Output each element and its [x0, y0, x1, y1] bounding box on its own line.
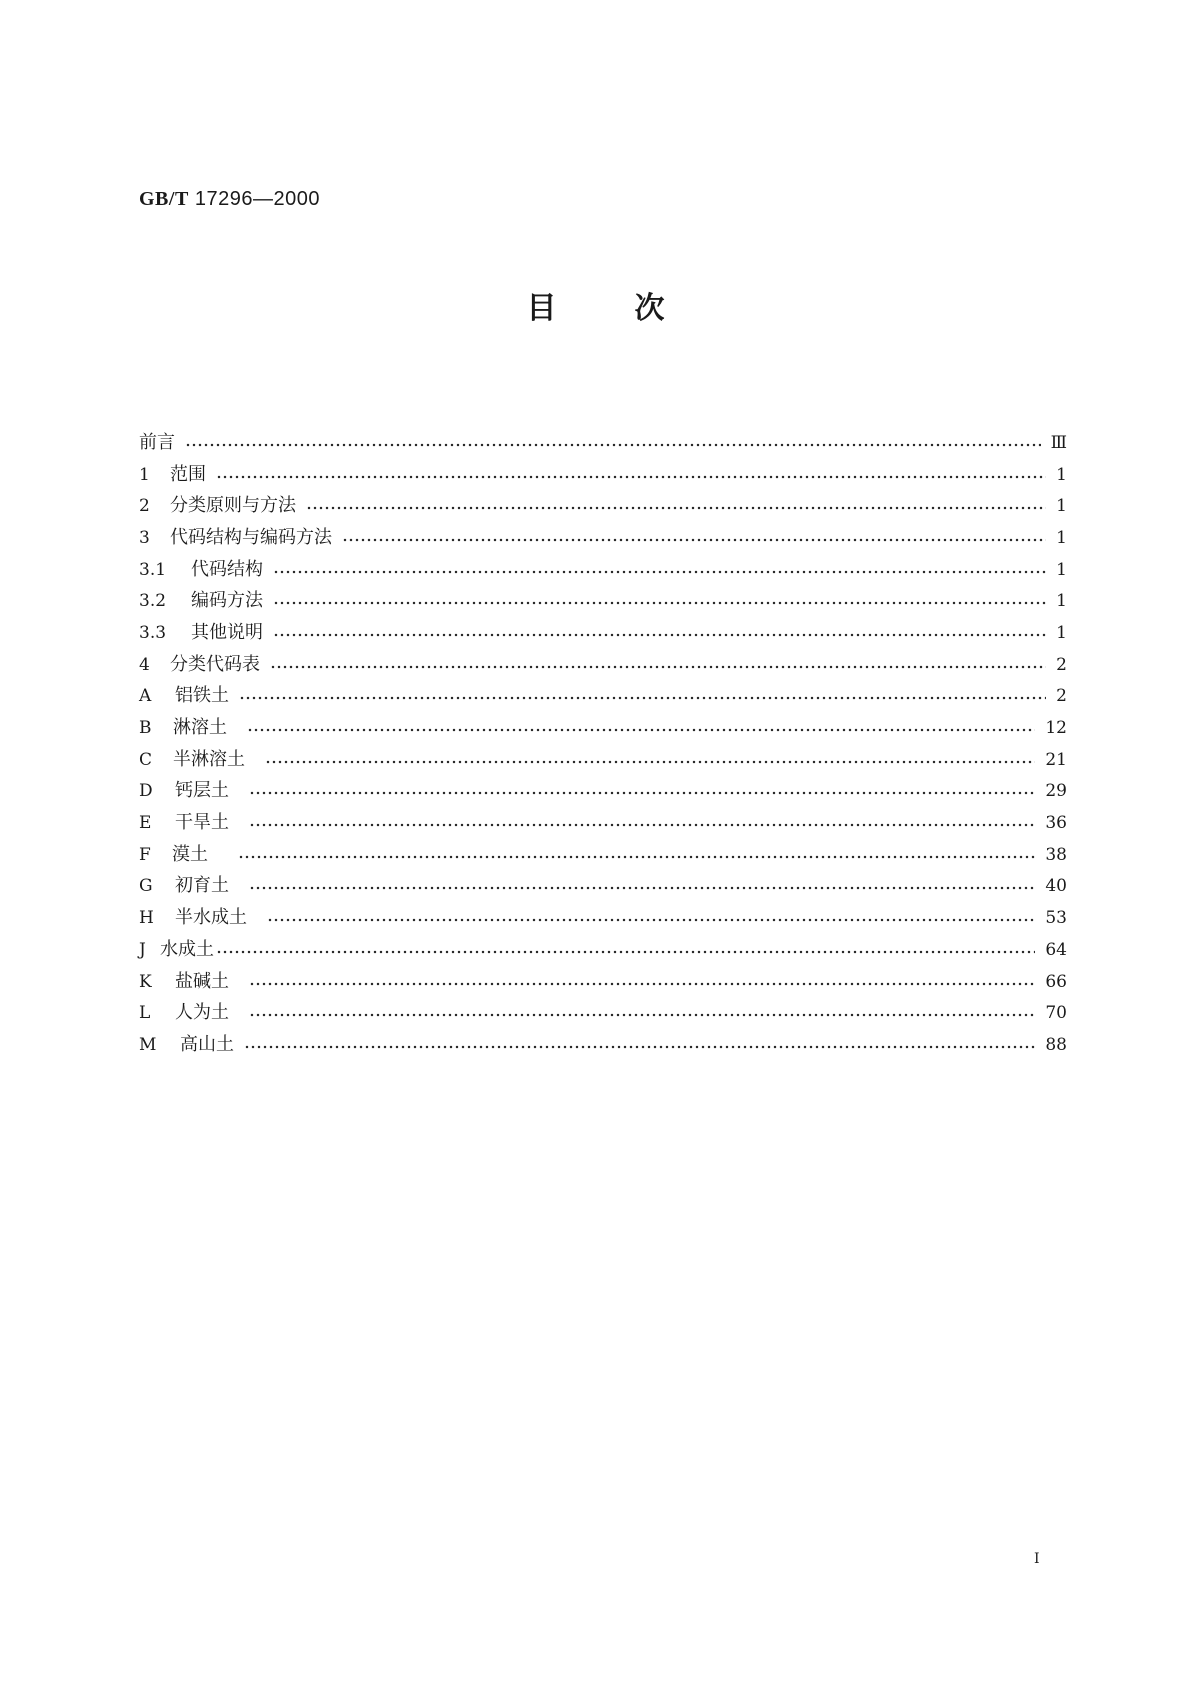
dot-leader	[244, 1045, 1035, 1049]
toc-entry-label: 编码方法	[191, 590, 263, 612]
toc-entry-page: 66	[1045, 971, 1067, 992]
toc-entry-c[interactable]	[139, 744, 1067, 776]
toc-entry-l[interactable]	[139, 997, 1067, 1029]
dot-leader	[249, 1013, 1035, 1017]
toc-entry-label: 代码结构	[191, 558, 263, 580]
toc-entry-page: 1	[1056, 527, 1067, 548]
toc-entry-label: 漠土	[172, 843, 208, 865]
title-char-2: 次	[634, 291, 665, 326]
toc-entry-2[interactable]	[139, 490, 1067, 522]
toc-entry-k[interactable]	[139, 966, 1067, 998]
toc-entry-a[interactable]	[139, 681, 1067, 713]
toc-entry-3-3[interactable]	[139, 617, 1067, 649]
dot-leader	[265, 760, 1035, 764]
toc-entry-d[interactable]	[139, 776, 1067, 808]
toc-entry-number: 3.2	[139, 591, 167, 612]
toc-entry-label: 其他说明	[191, 621, 263, 643]
toc-entry-3-1[interactable]	[139, 554, 1067, 586]
toc-entry-page: 88	[1045, 1034, 1067, 1055]
standard-number	[139, 188, 320, 211]
toc-entry-label: 淋溶土	[173, 717, 227, 739]
dot-leader	[247, 728, 1035, 732]
toc-entry-label: 分类代码表	[170, 653, 260, 675]
toc-entry-label: 高山土	[180, 1033, 234, 1055]
toc-entry-3[interactable]	[139, 522, 1067, 554]
toc-entry-number: 2	[139, 496, 150, 517]
toc-entry-number: 3.1	[139, 559, 167, 580]
dot-leader	[273, 601, 1046, 605]
dot-leader	[239, 696, 1046, 700]
toc-entry-page: 29	[1045, 781, 1067, 802]
toc-entry-number: F	[139, 844, 151, 865]
toc-entry-number: 3	[139, 527, 150, 548]
toc-entry-page: 12	[1045, 718, 1067, 739]
toc-entry-label: 人为土	[175, 1002, 229, 1024]
dot-leader	[238, 855, 1035, 859]
toc-entry-g[interactable]	[139, 871, 1067, 903]
toc-entry-page: 53	[1045, 908, 1067, 929]
toc-entry-j[interactable]	[139, 934, 1067, 966]
toc-entry-page: 36	[1045, 813, 1067, 834]
toc-entry-1[interactable]	[139, 459, 1067, 491]
toc-entry-page: 64	[1045, 939, 1067, 960]
dot-leader	[249, 791, 1035, 795]
toc-entry-number: K	[139, 971, 152, 992]
toc-entry-label: 干旱土	[175, 812, 229, 834]
dot-leader	[273, 633, 1046, 637]
dot-leader	[267, 918, 1035, 922]
toc-entry-number: A	[139, 686, 152, 707]
toc-entry-page: 38	[1045, 844, 1067, 865]
standard-code: 17296—2000	[194, 188, 320, 210]
toc-entry-label: 范围	[170, 463, 206, 485]
toc-entry-b[interactable]	[139, 712, 1067, 744]
toc-entry-page: Ⅲ	[1050, 432, 1067, 453]
dot-leader	[249, 982, 1035, 986]
page-title	[0, 283, 1191, 327]
toc-entry-page: 1	[1056, 496, 1067, 517]
toc-entry-page: 2	[1056, 654, 1067, 675]
toc-entry-label: 代码结构与编码方法	[170, 526, 332, 548]
dot-leader	[342, 538, 1046, 542]
dot-leader	[273, 570, 1046, 574]
toc-entry-page: 21	[1045, 749, 1067, 770]
folio-page-number: Ⅰ	[1034, 1551, 1040, 1567]
toc-entry-number: 3.3	[139, 622, 167, 643]
toc-entry-label: 水成土	[160, 938, 214, 960]
dot-leader	[185, 443, 1041, 447]
toc-entry-f[interactable]	[139, 839, 1067, 871]
toc-entry-page: 1	[1056, 464, 1067, 485]
toc-entry-number: 1	[139, 464, 150, 485]
toc-entry-page: 1	[1056, 559, 1067, 580]
toc-entry-number: C	[139, 749, 153, 770]
dot-leader	[306, 506, 1046, 510]
toc-entry-number: 4	[139, 654, 150, 675]
toc-entry-3-2[interactable]	[139, 585, 1067, 617]
toc-entry-number: M	[139, 1034, 157, 1055]
toc-entry-label: 前言	[139, 431, 175, 453]
toc-entry-number: G	[139, 876, 153, 897]
toc-entry-4[interactable]	[139, 649, 1067, 681]
toc-entry-label: 分类原则与方法	[170, 495, 296, 517]
toc-entry-number: B	[139, 718, 152, 739]
toc-entry-label: 盐碱土	[175, 970, 229, 992]
toc-entry-page: 1	[1056, 591, 1067, 612]
toc-entry-label: 铝铁土	[175, 685, 229, 707]
toc-entry-number: H	[139, 908, 154, 929]
toc-entry-number: E	[139, 813, 152, 834]
toc-entry-number: D	[139, 781, 153, 802]
standard-prefix: GB/T	[139, 188, 189, 210]
table-of-contents	[139, 427, 1067, 1061]
toc-entry-m[interactable]	[139, 1029, 1067, 1061]
dot-leader	[249, 823, 1035, 827]
dot-leader	[249, 886, 1035, 890]
title-char-1: 目	[526, 291, 557, 326]
toc-entry-e[interactable]	[139, 807, 1067, 839]
toc-entry-foreword[interactable]	[139, 427, 1067, 459]
dot-leader	[216, 475, 1046, 479]
toc-entry-h[interactable]	[139, 902, 1067, 934]
toc-entry-page: 1	[1056, 622, 1067, 643]
toc-entry-page: 70	[1045, 1003, 1067, 1024]
toc-entry-label: 钙层土	[175, 780, 229, 802]
toc-entry-number: L	[139, 1003, 151, 1024]
toc-entry-page: 40	[1045, 876, 1067, 897]
toc-entry-label: 初育土	[175, 875, 229, 897]
toc-entry-number: J	[139, 939, 146, 960]
toc-entry-page: 2	[1056, 686, 1067, 707]
toc-entry-label: 半水成土	[175, 907, 247, 929]
dot-leader	[270, 665, 1046, 669]
dot-leader	[216, 950, 1035, 954]
toc-entry-label: 半淋溶土	[173, 748, 245, 770]
